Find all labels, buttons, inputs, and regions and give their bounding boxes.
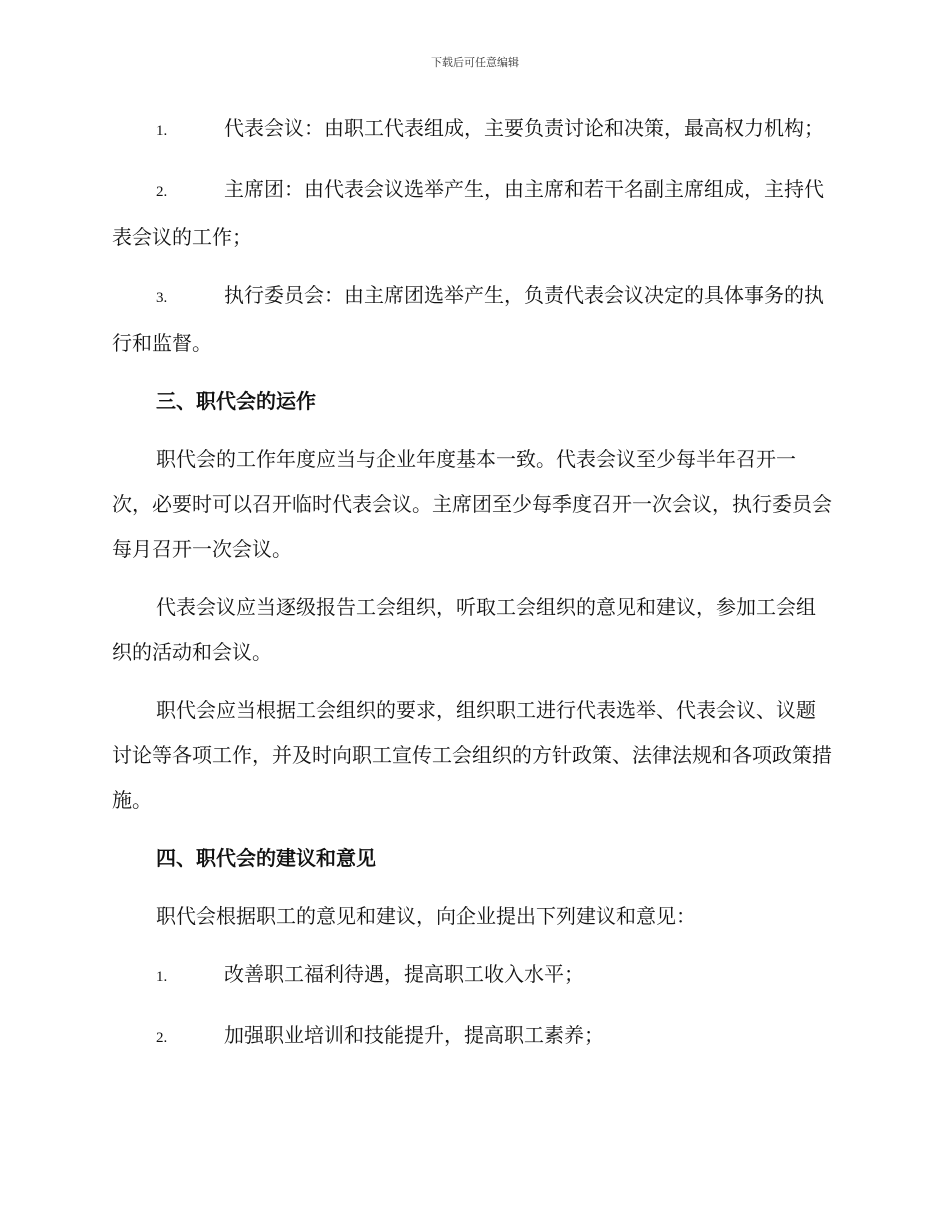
page-header: 下载后可任意编辑	[431, 56, 519, 69]
list-item-number: 3.	[156, 290, 168, 306]
list-item-text: 改善职工福利待遇，提高职工收入水平；	[224, 962, 584, 986]
section-heading: 四、职代会的建议和意见	[156, 846, 376, 870]
list-item	[112, 273, 832, 366]
list-item-text: 加强职业培训和技能提升，提高职工素养；	[224, 1023, 604, 1047]
list-item-text: 执行委员会：由主席团选举产生，负责代表会议决定的具体事务的执行和监督。	[112, 283, 824, 355]
paragraph: 代表会议应当逐级报告工会组织，听取工会组织的意见和建议，参加工会组织的活动和会议。	[112, 595, 816, 664]
section-heading: 三、职代会的运作	[156, 389, 316, 413]
list-item-text: 主席团：由代表会议选举产生，由主席和若干名副主席组成，主持代表会议的工作；	[112, 177, 824, 249]
document-body	[112, 106, 832, 1074]
list-item	[112, 952, 832, 1000]
list-item-number: 1.	[156, 969, 168, 985]
paragraph: 职代会应当根据工会组织的要求，组织职工进行代表选举、代表会议、议题讨论等各项工作，并及时向职工宣传工会组织的方针政策、法律法规和各项政策措施。	[112, 698, 832, 812]
list-item-number: 2.	[156, 184, 168, 200]
list-item	[112, 167, 832, 260]
list-item	[112, 1013, 832, 1061]
list-item-number: 1.	[156, 123, 168, 139]
list-item-text: 代表会议：由职工代表组成，主要负责讨论和决策，最高权力机构；	[224, 116, 824, 140]
list-item-number: 2.	[156, 1030, 168, 1046]
list-item	[112, 106, 832, 154]
paragraph: 职代会根据职工的意见和建议，向企业提出下列建议和意见：	[156, 904, 696, 928]
paragraph: 职代会的工作年度应当与企业年度基本一致。代表会议至少每半年召开一次，必要时可以召开临时代表会议。主席团至少每季度召开一次会议，执行委员会每月召开一次会议。	[112, 447, 832, 561]
